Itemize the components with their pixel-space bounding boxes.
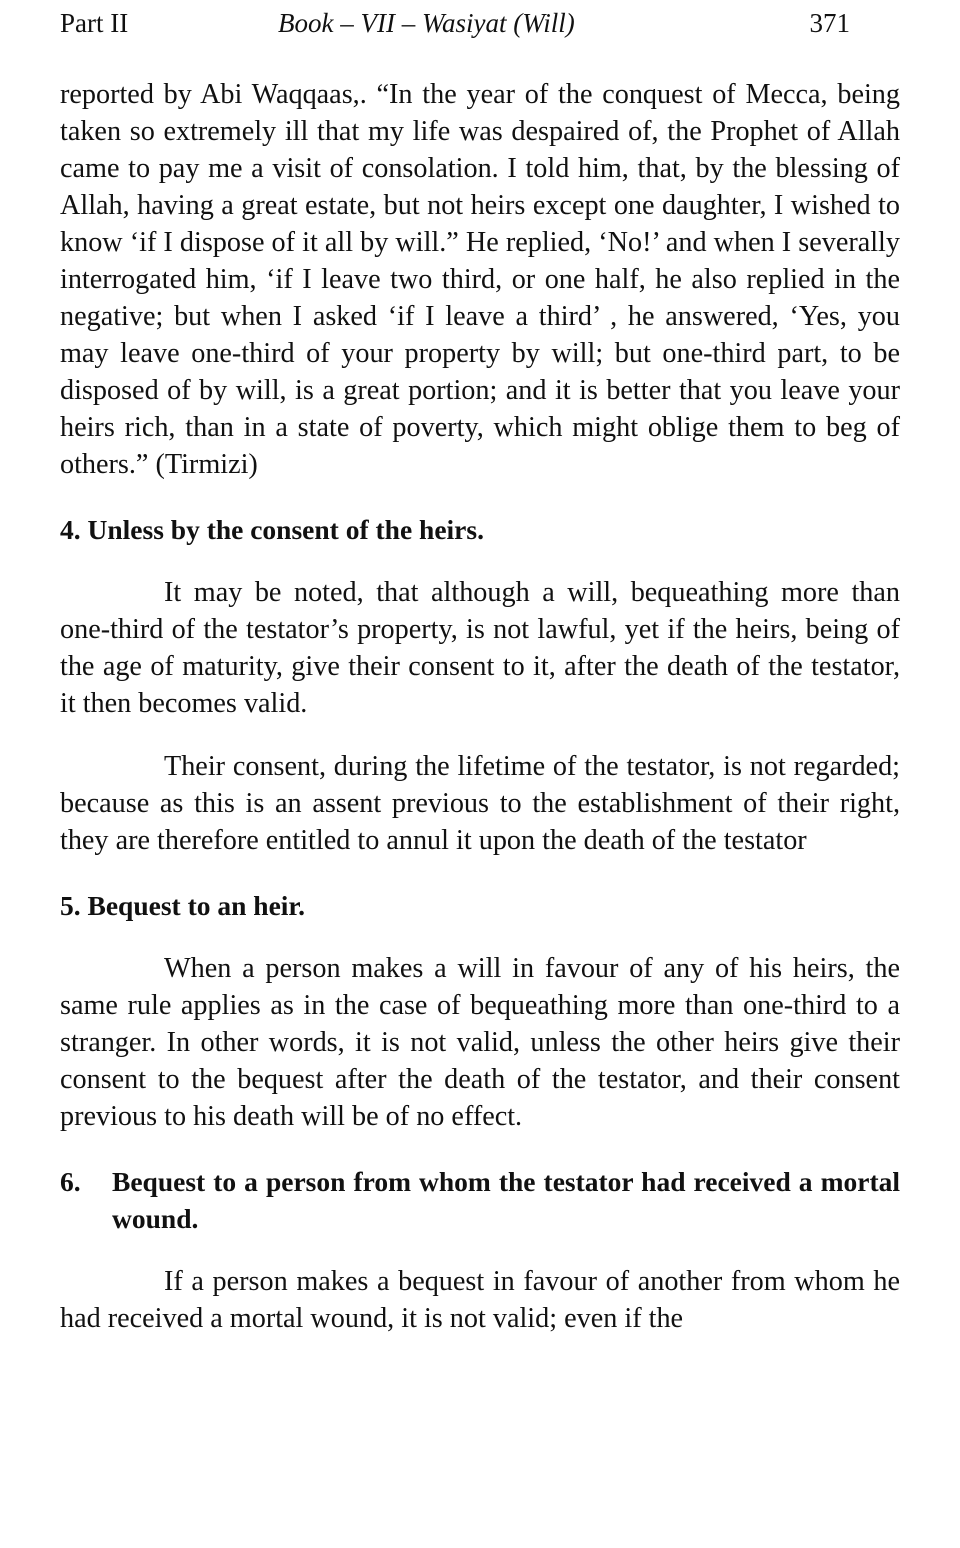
section-heading-4: 4. Unless by the consent of the heirs. — [60, 514, 484, 545]
paragraph-mortal-wound: If a person makes a bequest in favour of another from whom he had received a mortal wound, it is not valid; even if the — [60, 1266, 900, 1334]
section-heading-6 — [60, 1163, 900, 1237]
page-number: 371 — [809, 8, 850, 38]
section-heading-6-number: 6. — [60, 1166, 81, 1197]
section-heading-5: 5. Bequest to an heir. — [60, 890, 305, 921]
section-heading-6-text: Bequest to a person from whom the testator had received a mortal wound. — [112, 1166, 900, 1234]
page-body — [60, 76, 900, 1337]
part-label: Part II — [60, 8, 129, 38]
paragraph-bequest-heir: When a person makes a will in favour of any of his heirs, the same rule applies as in the case of bequeathing more than one-third to a stranger. In other words, it is not valid, unless the other heirs give their consent to the bequest after the death of the testator, and their consent previous to his death will be of no effect. — [60, 953, 900, 1132]
book-title: Book – VII – Wasiyat (Will) — [278, 8, 575, 38]
running-header — [60, 4, 850, 44]
paragraph-lifetime-consent: Their consent, during the lifetime of the testator, is not regarded; because as this is an assent previous to the establishment of their right, they are therefore entitled to annul it upon the death of the testator — [60, 751, 900, 856]
paragraph-consent: It may be noted, that although a will, bequeathing more than one-third of the testator’s property, is not lawful, yet if the heirs, being of the age of maturity, give their consent to it, after the death of the testator, it then becomes valid. — [60, 577, 900, 719]
paragraph-hadith: reported by Abi Waqqaas,. “In the year of the conquest of Mecca, being taken so extremely ill that my life was despaired of, the Prophet of Allah came to pay me a visit of consolation. I told him, that, by the blessing of Allah, having a great estate, but not heirs except one daughter, I wished to know ‘if I dispose of it all by will.” He replied, ‘No!’ and when I severally interrogated him, ‘if I leave two third, or one half, he also replied in the negative; but when I asked ‘if I leave a third’ , he answered, ‘Yes, you may leave one-third of your property by will; but one-third part, to be disposed of by will, is a great portion; and it is better that you leave your heirs rich, than in a state of poverty, which might oblige them to beg of others.” (Tirmizi) — [60, 79, 900, 480]
